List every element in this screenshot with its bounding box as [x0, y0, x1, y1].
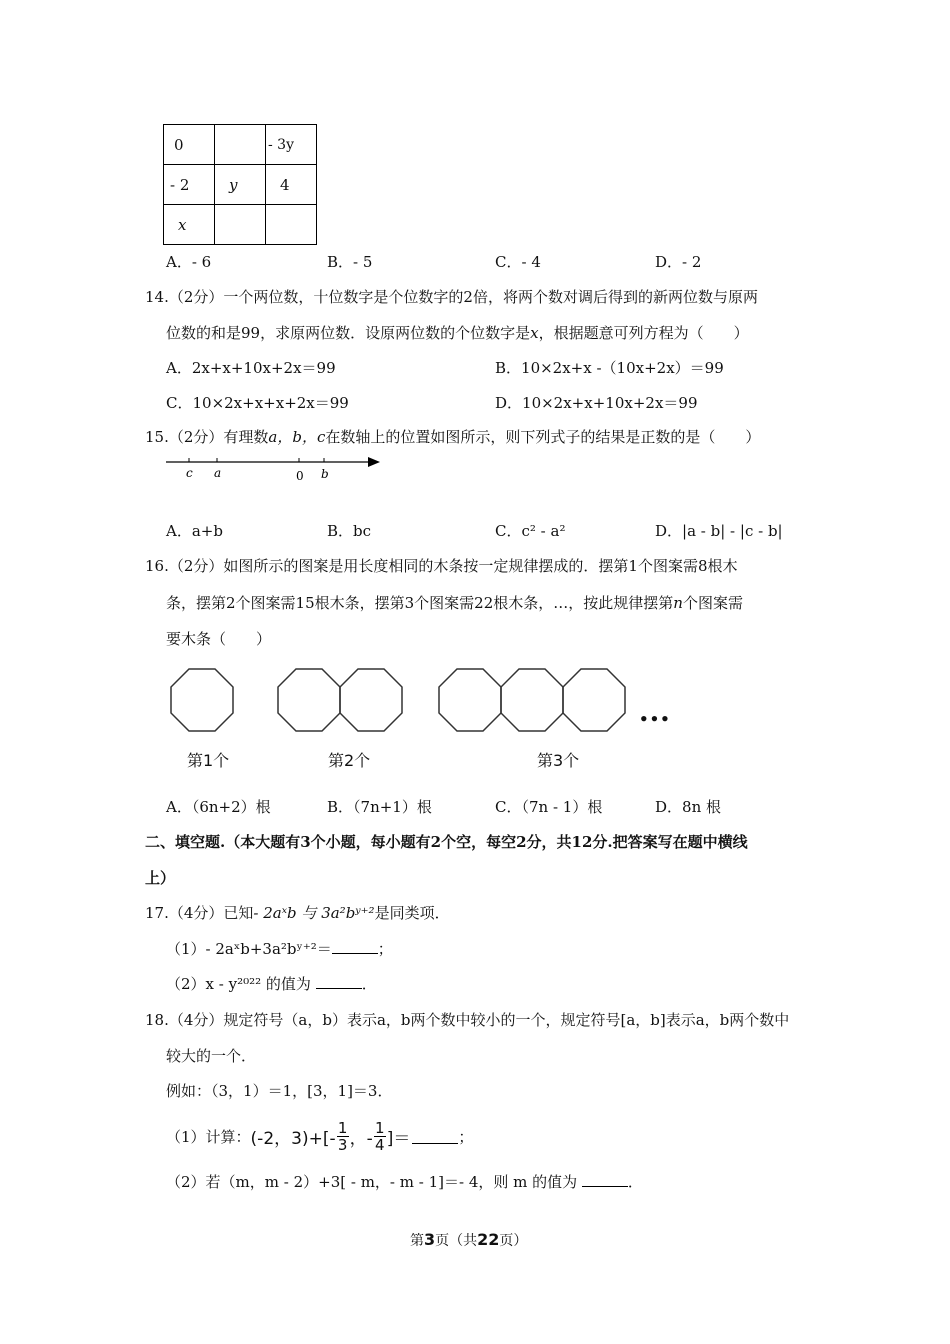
q15-option-a: A．a+b [166, 522, 223, 540]
q16-option-a: A．（6n+2）根 [166, 798, 271, 816]
q18-sub2: （2）若（m，m - 2）+3[ - m，- m - 1]＝- 4，则 m 的值为 ． [166, 1173, 643, 1191]
grid-cell: - 2 [164, 165, 215, 205]
number-line [160, 452, 390, 486]
q14-stem-line2: 位数的和是99，求原两位数．设原两位数的个位数字是x，根据题意可列方程为（ ） [166, 324, 749, 342]
q15-option-b: B．bc [327, 522, 372, 540]
q17-sub2: （2）x - y²⁰²² 的值为 ． [166, 975, 377, 993]
ellipsis-dots: ••• [639, 710, 671, 728]
answer-blank[interactable] [332, 939, 378, 954]
octagon-fig2-2 [340, 669, 402, 731]
octagon-fig2-1 [278, 669, 340, 731]
q15-stem: 15.（2分）有理数a，b，c在数轴上的位置如图所示，则下列式子的结果是正数的是（ ） [145, 428, 761, 446]
number-grid [163, 124, 317, 245]
q13-option-a: A．- 6 [166, 253, 212, 271]
fig-label-1: 第1个 [187, 751, 230, 770]
q13-option-c: C．- 4 [495, 253, 541, 271]
axis-label-a: a [214, 466, 222, 480]
fig-label-2: 第2个 [328, 751, 371, 770]
grid-cell [215, 125, 266, 165]
q16-option-c: C．（7n - 1）根 [495, 798, 603, 816]
q14-option-c: C．10×2x+x+x+2x＝99 [166, 394, 349, 412]
q16-option-b: B．（7n+1）根 [327, 798, 432, 816]
grid-cell [215, 205, 266, 245]
grid-cell: - 3y [266, 125, 317, 165]
fraction-1-4: 1 4 [374, 1118, 385, 1154]
q18-stem-line2: 较大的一个． [166, 1047, 257, 1065]
q16-option-d: D．8n 根 [655, 798, 721, 816]
axis-label-0: 0 [296, 469, 304, 483]
octagon-fig3-3 [563, 669, 625, 731]
q13-option-d: D．- 2 [655, 253, 702, 271]
octagon-fig3-2 [501, 669, 563, 731]
q14-option-b: B．10×2x+x -（10x+2x）＝99 [495, 359, 724, 377]
grid-cell: 0 [164, 125, 215, 165]
q18-sub1: （1）计算： (-2，3)+[- 1 3 ，- 1 4 ]＝ ； [166, 1118, 474, 1154]
section-heading: 二、填空题.（本大题有3个小题，每小题有2个空，每空2分，共12分.把答案写在题中横线 [145, 833, 748, 851]
octagon-fig3-1 [439, 669, 501, 731]
octagon-figures [160, 660, 680, 740]
q18-example: 例如：（3，1）＝1，[3，1]＝3． [166, 1082, 393, 1100]
grid-cell: x [164, 205, 215, 245]
axis-arrow [368, 457, 380, 467]
q14-stem-line1: 14.（2分）一个两位数，十位数字是个位数字的2倍，将两个数对调后得到的新两位数与原两 [145, 288, 758, 306]
q13-option-b: B．- 5 [327, 253, 373, 271]
q16-stem-line1: 16.（2分）如图所示的图案是用长度相同的木条按一定规律摆成的．摆第1个图案需8根木 [145, 557, 738, 575]
page-footer: 第3页（共22页） [410, 1230, 528, 1249]
grid-cell [266, 205, 317, 245]
q17-stem: 17.（4分）已知- 2aˣb 与 3a²bʸ⁺²是同类项． [145, 904, 450, 922]
grid-cell: 4 [266, 165, 317, 205]
axis-label-b: b [321, 467, 329, 481]
answer-blank[interactable] [316, 974, 362, 989]
fraction-1-3: 1 3 [337, 1118, 348, 1154]
q18-stem-line1: 18.（4分）规定符号（a，b）表示a，b两个数中较小的一个，规定符号[a，b]表示a，b两个数中 [145, 1011, 790, 1029]
answer-blank[interactable] [412, 1129, 458, 1144]
q15-option-c: C．c² - a² [495, 522, 566, 540]
grid-cell: y [215, 165, 266, 205]
q14-option-d: D．10×2x+x+10x+2x＝99 [495, 394, 698, 412]
q16-stem-line3: 要木条（ ） [166, 630, 272, 648]
q17-sub1: （1）- 2aˣb+3a²bʸ⁺²＝ ； [166, 940, 393, 958]
q14-option-a: A．2x+x+10x+2x＝99 [166, 359, 336, 377]
octagon-fig1 [171, 669, 233, 731]
fig-label-3: 第3个 [537, 751, 580, 770]
section-heading-cont: 上） [145, 869, 176, 887]
axis-label-c: c [186, 466, 193, 480]
answer-blank[interactable] [582, 1172, 628, 1187]
q15-option-d: D．|a - b| - |c - b| [655, 522, 783, 540]
q16-stem-line2: 条，摆第2个图案需15根木条，摆第3个图案需22根木条，…，按此规律摆第n个图案需 [166, 594, 743, 612]
